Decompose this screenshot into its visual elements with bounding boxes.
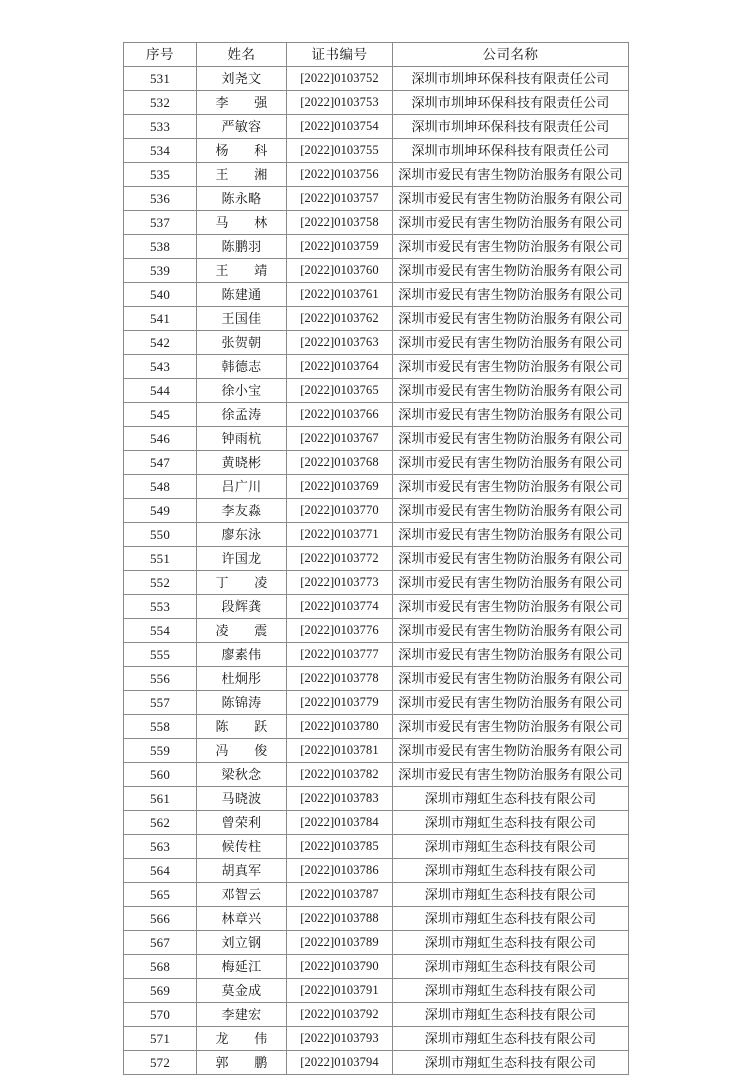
table-row [124,523,629,547]
cell-company: 深圳市爱民有害生物防治服务有限公司 [393,595,629,619]
table-row [124,763,629,787]
cell-company: 深圳市爱民有害生物防治服务有限公司 [393,523,629,547]
cell-company: 深圳市爱民有害生物防治服务有限公司 [393,379,629,403]
cell-company: 深圳市爱民有害生物防治服务有限公司 [393,427,629,451]
cell-company: 深圳市圳坤环保科技有限责任公司 [393,115,629,139]
cell-name [197,1051,287,1075]
cell-seq: 549 [124,499,197,523]
cell-seq: 533 [124,115,197,139]
cell-seq: 565 [124,883,197,907]
cell-company: 深圳市翔虹生态科技有限公司 [393,787,629,811]
column-header-cert-no: 证书编号 [287,43,393,67]
cell-company: 深圳市翔虹生态科技有限公司 [393,955,629,979]
cell-name: 段辉龚 [197,595,287,619]
cell-company: 深圳市翔虹生态科技有限公司 [393,1051,629,1075]
cell-name [197,1027,287,1051]
cell-seq: 544 [124,379,197,403]
cell-cert-no: [2022]0103753 [287,91,393,115]
cell-company: 深圳市爱民有害生物防治服务有限公司 [393,691,629,715]
cell-name: 马晓波 [197,787,287,811]
cell-name: 徐小宝 [197,379,287,403]
cell-company: 深圳市翔虹生态科技有限公司 [393,1003,629,1027]
cell-name [197,211,287,235]
cell-seq: 535 [124,163,197,187]
cell-name: 许国龙 [197,547,287,571]
cell-cert-no: [2022]0103770 [287,499,393,523]
cell-company: 深圳市爱民有害生物防治服务有限公司 [393,307,629,331]
cell-seq: 539 [124,259,197,283]
cell-name: 梁秋念 [197,763,287,787]
cell-name [197,619,287,643]
table-row [124,643,629,667]
cell-company: 深圳市爱民有害生物防治服务有限公司 [393,163,629,187]
cell-name: 刘立钢 [197,931,287,955]
cell-name: 邓智云 [197,883,287,907]
cell-seq: 569 [124,979,197,1003]
cell-cert-no: [2022]0103760 [287,259,393,283]
cell-cert-no: [2022]0103782 [287,763,393,787]
cell-name: 莫金成 [197,979,287,1003]
cell-name: 吕广川 [197,475,287,499]
cell-company: 深圳市翔虹生态科技有限公司 [393,907,629,931]
cell-name: 陈锦涛 [197,691,287,715]
table-row [124,955,629,979]
cell-name: 王国佳 [197,307,287,331]
cell-company: 深圳市爱民有害生物防治服务有限公司 [393,187,629,211]
cell-name-text: 郭鹏 [215,1055,268,1070]
certificate-table-container [123,42,628,1075]
cell-seq: 550 [124,523,197,547]
cell-seq: 555 [124,643,197,667]
cell-company: 深圳市爱民有害生物防治服务有限公司 [393,259,629,283]
cell-cert-no: [2022]0103793 [287,1027,393,1051]
cell-name-text: 王湘 [215,167,268,182]
table-row [124,1003,629,1027]
cell-name [197,715,287,739]
cell-seq: 568 [124,955,197,979]
cell-cert-no: [2022]0103777 [287,643,393,667]
cell-company: 深圳市爱民有害生物防治服务有限公司 [393,403,629,427]
table-row [124,859,629,883]
column-header-company: 公司名称 [393,43,629,67]
cell-seq: 553 [124,595,197,619]
column-header-seq: 序号 [124,43,197,67]
cell-seq: 563 [124,835,197,859]
cell-company: 深圳市爱民有害生物防治服务有限公司 [393,547,629,571]
table-row [124,907,629,931]
cell-name: 廖素伟 [197,643,287,667]
cell-cert-no: [2022]0103771 [287,523,393,547]
table-row [124,547,629,571]
table-header [124,43,629,67]
cell-name [197,739,287,763]
cell-name: 严敏容 [197,115,287,139]
cell-cert-no: [2022]0103774 [287,595,393,619]
table-row [124,451,629,475]
table-row [124,787,629,811]
cell-company: 深圳市爱民有害生物防治服务有限公司 [393,331,629,355]
cell-cert-no: [2022]0103789 [287,931,393,955]
cell-company: 深圳市爱民有害生物防治服务有限公司 [393,499,629,523]
cell-company: 深圳市爱民有害生物防治服务有限公司 [393,451,629,475]
cell-seq: 542 [124,331,197,355]
cell-name: 李建宏 [197,1003,287,1027]
table-row [124,259,629,283]
cell-company: 深圳市翔虹生态科技有限公司 [393,835,629,859]
table-row [124,931,629,955]
cell-seq: 543 [124,355,197,379]
table-row [124,571,629,595]
cell-seq: 536 [124,187,197,211]
cell-seq: 541 [124,307,197,331]
table-row [124,691,629,715]
cell-cert-no: [2022]0103785 [287,835,393,859]
cell-company: 深圳市爱民有害生物防治服务有限公司 [393,211,629,235]
cell-cert-no: [2022]0103778 [287,667,393,691]
table-row [124,235,629,259]
cell-cert-no: [2022]0103783 [287,787,393,811]
cell-cert-no: [2022]0103791 [287,979,393,1003]
cell-seq: 551 [124,547,197,571]
cell-company: 深圳市爱民有害生物防治服务有限公司 [393,643,629,667]
cell-name: 黄晓彬 [197,451,287,475]
cell-company: 深圳市翔虹生态科技有限公司 [393,931,629,955]
cell-name: 候传柱 [197,835,287,859]
table-row [124,379,629,403]
cell-cert-no: [2022]0103766 [287,403,393,427]
table-row [124,475,629,499]
table-row [124,307,629,331]
table-row [124,499,629,523]
cell-seq: 556 [124,667,197,691]
cell-company: 深圳市翔虹生态科技有限公司 [393,1027,629,1051]
cell-cert-no: [2022]0103756 [287,163,393,187]
cell-cert-no: [2022]0103767 [287,427,393,451]
cell-company: 深圳市爱民有害生物防治服务有限公司 [393,715,629,739]
cell-seq: 559 [124,739,197,763]
cell-cert-no: [2022]0103769 [287,475,393,499]
cell-seq: 552 [124,571,197,595]
cell-name: 李友淼 [197,499,287,523]
cell-name [197,571,287,595]
cell-name: 胡真军 [197,859,287,883]
certificate-roster-table [123,42,629,1075]
cell-cert-no: [2022]0103762 [287,307,393,331]
cell-name [197,91,287,115]
cell-cert-no: [2022]0103788 [287,907,393,931]
table-row [124,403,629,427]
cell-seq: 547 [124,451,197,475]
table-row [124,739,629,763]
cell-cert-no: [2022]0103752 [287,67,393,91]
cell-name-text: 马林 [215,215,268,230]
cell-name: 徐孟涛 [197,403,287,427]
cell-cert-no: [2022]0103764 [287,355,393,379]
cell-seq: 534 [124,139,197,163]
cell-company: 深圳市爱民有害生物防治服务有限公司 [393,571,629,595]
cell-name: 廖东泳 [197,523,287,547]
table-row [124,115,629,139]
cell-name: 刘尧文 [197,67,287,91]
cell-seq: 554 [124,619,197,643]
cell-seq: 537 [124,211,197,235]
table-row [124,331,629,355]
cell-company: 深圳市圳坤环保科技有限责任公司 [393,91,629,115]
cell-company: 深圳市爱民有害生物防治服务有限公司 [393,355,629,379]
cell-cert-no: [2022]0103772 [287,547,393,571]
cell-cert-no: [2022]0103754 [287,115,393,139]
cell-seq: 572 [124,1051,197,1075]
table-row [124,163,629,187]
cell-name: 韩德志 [197,355,287,379]
table-row [124,1027,629,1051]
cell-name [197,259,287,283]
cell-company: 深圳市爱民有害生物防治服务有限公司 [393,235,629,259]
table-body [124,67,629,1075]
column-header-name: 姓名 [197,43,287,67]
table-row [124,667,629,691]
cell-cert-no: [2022]0103758 [287,211,393,235]
cell-name-text: 丁凌 [215,575,268,590]
table-row [124,595,629,619]
table-row [124,91,629,115]
cell-name: 杜炯彤 [197,667,287,691]
cell-seq: 557 [124,691,197,715]
cell-company: 深圳市翔虹生态科技有限公司 [393,883,629,907]
table-row [124,835,629,859]
table-row [124,883,629,907]
cell-name-text: 李强 [215,95,268,110]
table-row [124,1051,629,1075]
table-row [124,187,629,211]
cell-name: 陈永略 [197,187,287,211]
table-row [124,283,629,307]
cell-company: 深圳市爱民有害生物防治服务有限公司 [393,739,629,763]
cell-seq: 561 [124,787,197,811]
cell-seq: 570 [124,1003,197,1027]
cell-cert-no: [2022]0103757 [287,187,393,211]
cell-seq: 567 [124,931,197,955]
cell-seq: 531 [124,67,197,91]
table-row [124,619,629,643]
cell-seq: 562 [124,811,197,835]
table-row [124,715,629,739]
cell-company: 深圳市爱民有害生物防治服务有限公司 [393,667,629,691]
cell-name-text: 龙伟 [215,1031,268,1046]
cell-name [197,163,287,187]
cell-name: 陈鹏羽 [197,235,287,259]
cell-name: 曾荣利 [197,811,287,835]
cell-seq: 571 [124,1027,197,1051]
cell-cert-no: [2022]0103765 [287,379,393,403]
cell-company: 深圳市爱民有害生物防治服务有限公司 [393,763,629,787]
cell-name: 钟雨杭 [197,427,287,451]
cell-name: 陈建通 [197,283,287,307]
cell-cert-no: [2022]0103768 [287,451,393,475]
cell-name-text: 王靖 [215,263,268,278]
cell-company: 深圳市爱民有害生物防治服务有限公司 [393,619,629,643]
table-row [124,139,629,163]
cell-company: 深圳市圳坤环保科技有限责任公司 [393,139,629,163]
cell-seq: 546 [124,427,197,451]
table-row [124,811,629,835]
cell-company: 深圳市翔虹生态科技有限公司 [393,979,629,1003]
cell-name: 梅延江 [197,955,287,979]
cell-seq: 532 [124,91,197,115]
cell-cert-no: [2022]0103759 [287,235,393,259]
cell-name-text: 凌震 [215,623,268,638]
cell-seq: 545 [124,403,197,427]
cell-cert-no: [2022]0103787 [287,883,393,907]
cell-name-text: 杨科 [215,143,268,158]
cell-seq: 538 [124,235,197,259]
table-header-row [124,43,629,67]
cell-cert-no: [2022]0103763 [287,331,393,355]
cell-seq: 564 [124,859,197,883]
cell-cert-no: [2022]0103790 [287,955,393,979]
cell-seq: 558 [124,715,197,739]
table-row [124,211,629,235]
cell-cert-no: [2022]0103780 [287,715,393,739]
table-row [124,67,629,91]
cell-name [197,139,287,163]
cell-company: 深圳市圳坤环保科技有限责任公司 [393,67,629,91]
cell-seq: 560 [124,763,197,787]
cell-cert-no: [2022]0103781 [287,739,393,763]
cell-cert-no: [2022]0103776 [287,619,393,643]
cell-seq: 540 [124,283,197,307]
cell-name: 林章兴 [197,907,287,931]
cell-cert-no: [2022]0103784 [287,811,393,835]
cell-seq: 548 [124,475,197,499]
cell-cert-no: [2022]0103792 [287,1003,393,1027]
table-row [124,355,629,379]
cell-company: 深圳市翔虹生态科技有限公司 [393,811,629,835]
cell-company: 深圳市爱民有害生物防治服务有限公司 [393,283,629,307]
cell-name-text: 陈跃 [215,719,268,734]
cell-seq: 566 [124,907,197,931]
cell-company: 深圳市翔虹生态科技有限公司 [393,859,629,883]
cell-cert-no: [2022]0103779 [287,691,393,715]
table-row [124,979,629,1003]
cell-cert-no: [2022]0103794 [287,1051,393,1075]
cell-cert-no: [2022]0103773 [287,571,393,595]
cell-name-text: 冯俊 [215,743,268,758]
cell-company: 深圳市爱民有害生物防治服务有限公司 [393,475,629,499]
cell-name: 张贺朝 [197,331,287,355]
table-row [124,427,629,451]
cell-cert-no: [2022]0103755 [287,139,393,163]
cell-cert-no: [2022]0103761 [287,283,393,307]
cell-cert-no: [2022]0103786 [287,859,393,883]
